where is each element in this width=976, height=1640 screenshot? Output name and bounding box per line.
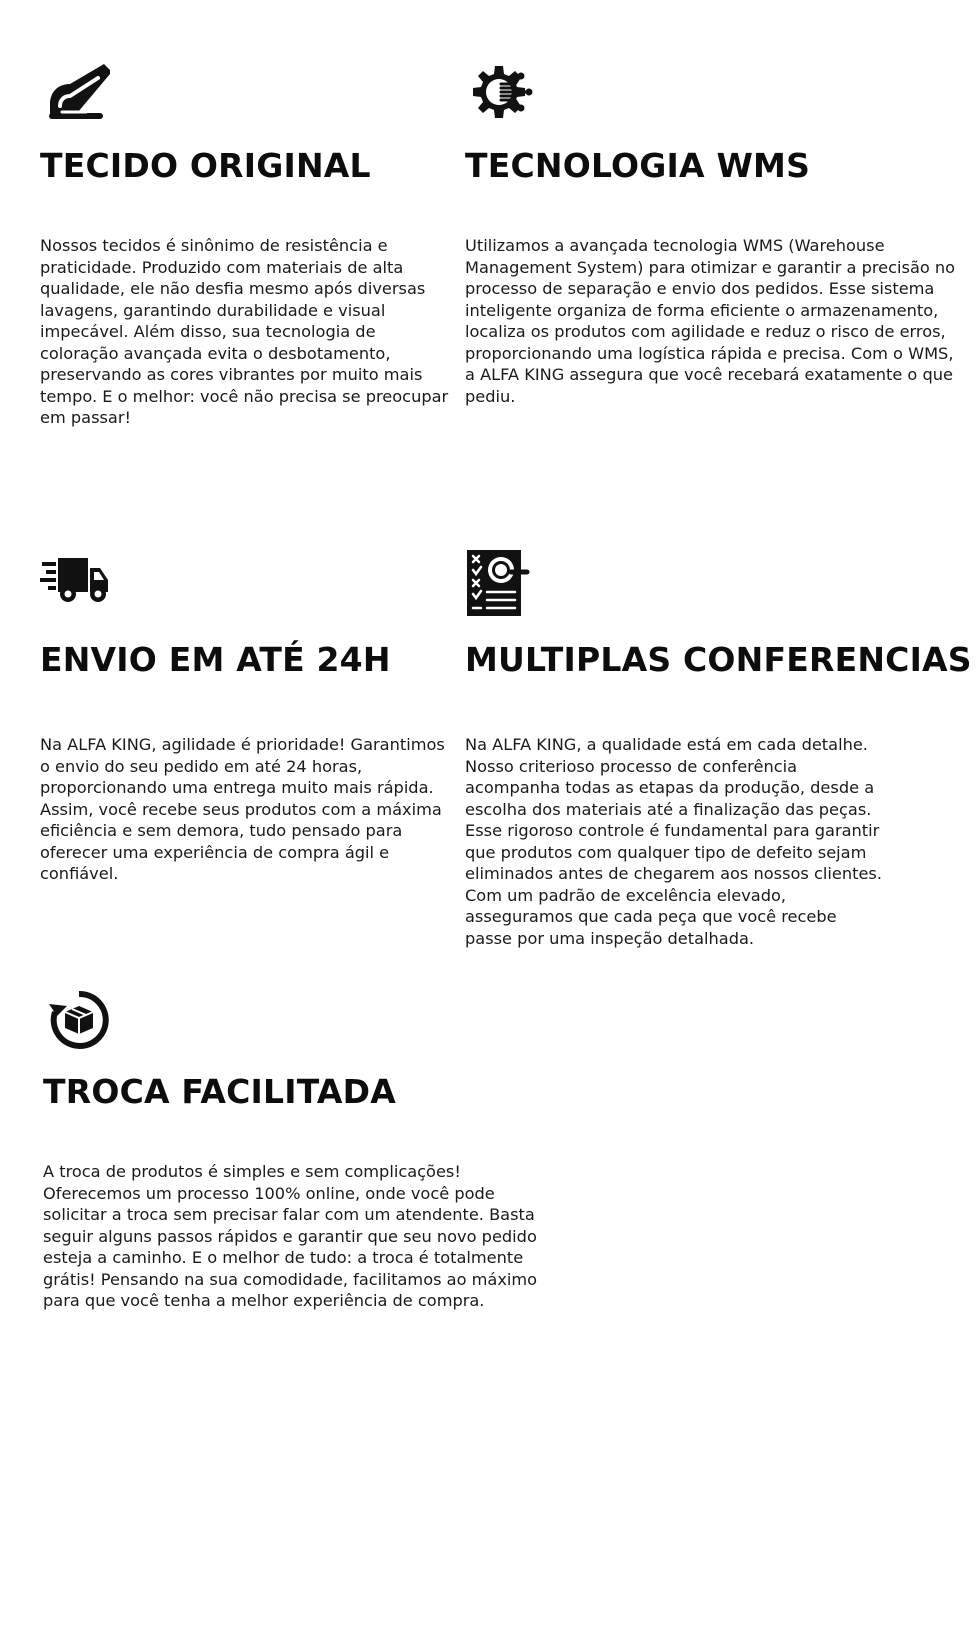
feature-title: MULTIPLAS CONFERENCIAS [465,640,972,679]
return-box-icon [43,986,115,1058]
feature-title: ENVIO EM ATÉ 24H [40,640,391,679]
feature-title: TROCA FACILITADA [43,1072,396,1111]
feature-description: A troca de produtos é simples e sem complicações! Oferecemos um processo 100% online, onde você pode solicitar a troca sem precisar falar com um atendente. Basta seguir alguns passos rápidos e garantir que seu novo pedido esteja a caminho. E o melhor de tudo: a troca é totalmente grátis! Pensando na sua comodidade, facilitamos ao máximo para que você tenha a melhor experiência de compra. [43,1162,538,1310]
feature-title: TECNOLOGIA WMS [465,146,811,185]
checklist-inspection-icon [465,548,537,620]
gear-circuit-icon [465,60,537,132]
feature-description: Nossos tecidos é sinônimo de resistência e praticidade. Produzido com materiais de alta qualidade, ele não desfia mesmo após diversas lavagens, garantindo durabilidade e visual impecável. Além disso, sua tecnologia de coloração avançada evita o desbotamento, preservando as cores vibrantes por muito mais tempo. E o melhor: você não precisa se preocupar em passar! [40,236,449,427]
feature-description: Na ALFA KING, agilidade é prioridade! Garantimos o envio do seu pedido em até 24 horas, proporcionando uma entrega muito mais rápida. Assim, você recebe seus produtos com a máxima eficiência e sem demora, tudo pensado para oferecer uma experiência de compra ágil e confiável. [40,735,445,883]
feature-description: Utilizamos a avançada tecnologia WMS (Warehouse Management System) para otimizar e garantir a precisão no processo de separação e envio dos pedidos. Esse sistema inteligente organiza de forma eficiente o armazenamento, localiza os produtos com agilidade e reduz o risco de erros, proporcionando uma logística rápida e precisa. Com o WMS, a ALFA KING assegura que você recebará exatamente o que pediu. [465,236,956,406]
fabric-roll-icon [40,60,112,132]
feature-description: Na ALFA KING, a qualidade está em cada detalhe. Nosso criterioso processo de conferência acompanha todas as etapas da produção, desde a escolha dos materiais até a finalização das peças. Esse rigoroso controle é fundamental para garantir que produtos com qualquer tipo de defeito sejam eliminados antes de chegarem aos nossos clientes. Com um padrão de excelência elevado, asseguramos que cada peça que você recebe passe por uma inspeção detalhada. [465,735,883,948]
feature-title: TECIDO ORIGINAL [40,146,371,185]
fast-truck-icon [40,548,112,620]
